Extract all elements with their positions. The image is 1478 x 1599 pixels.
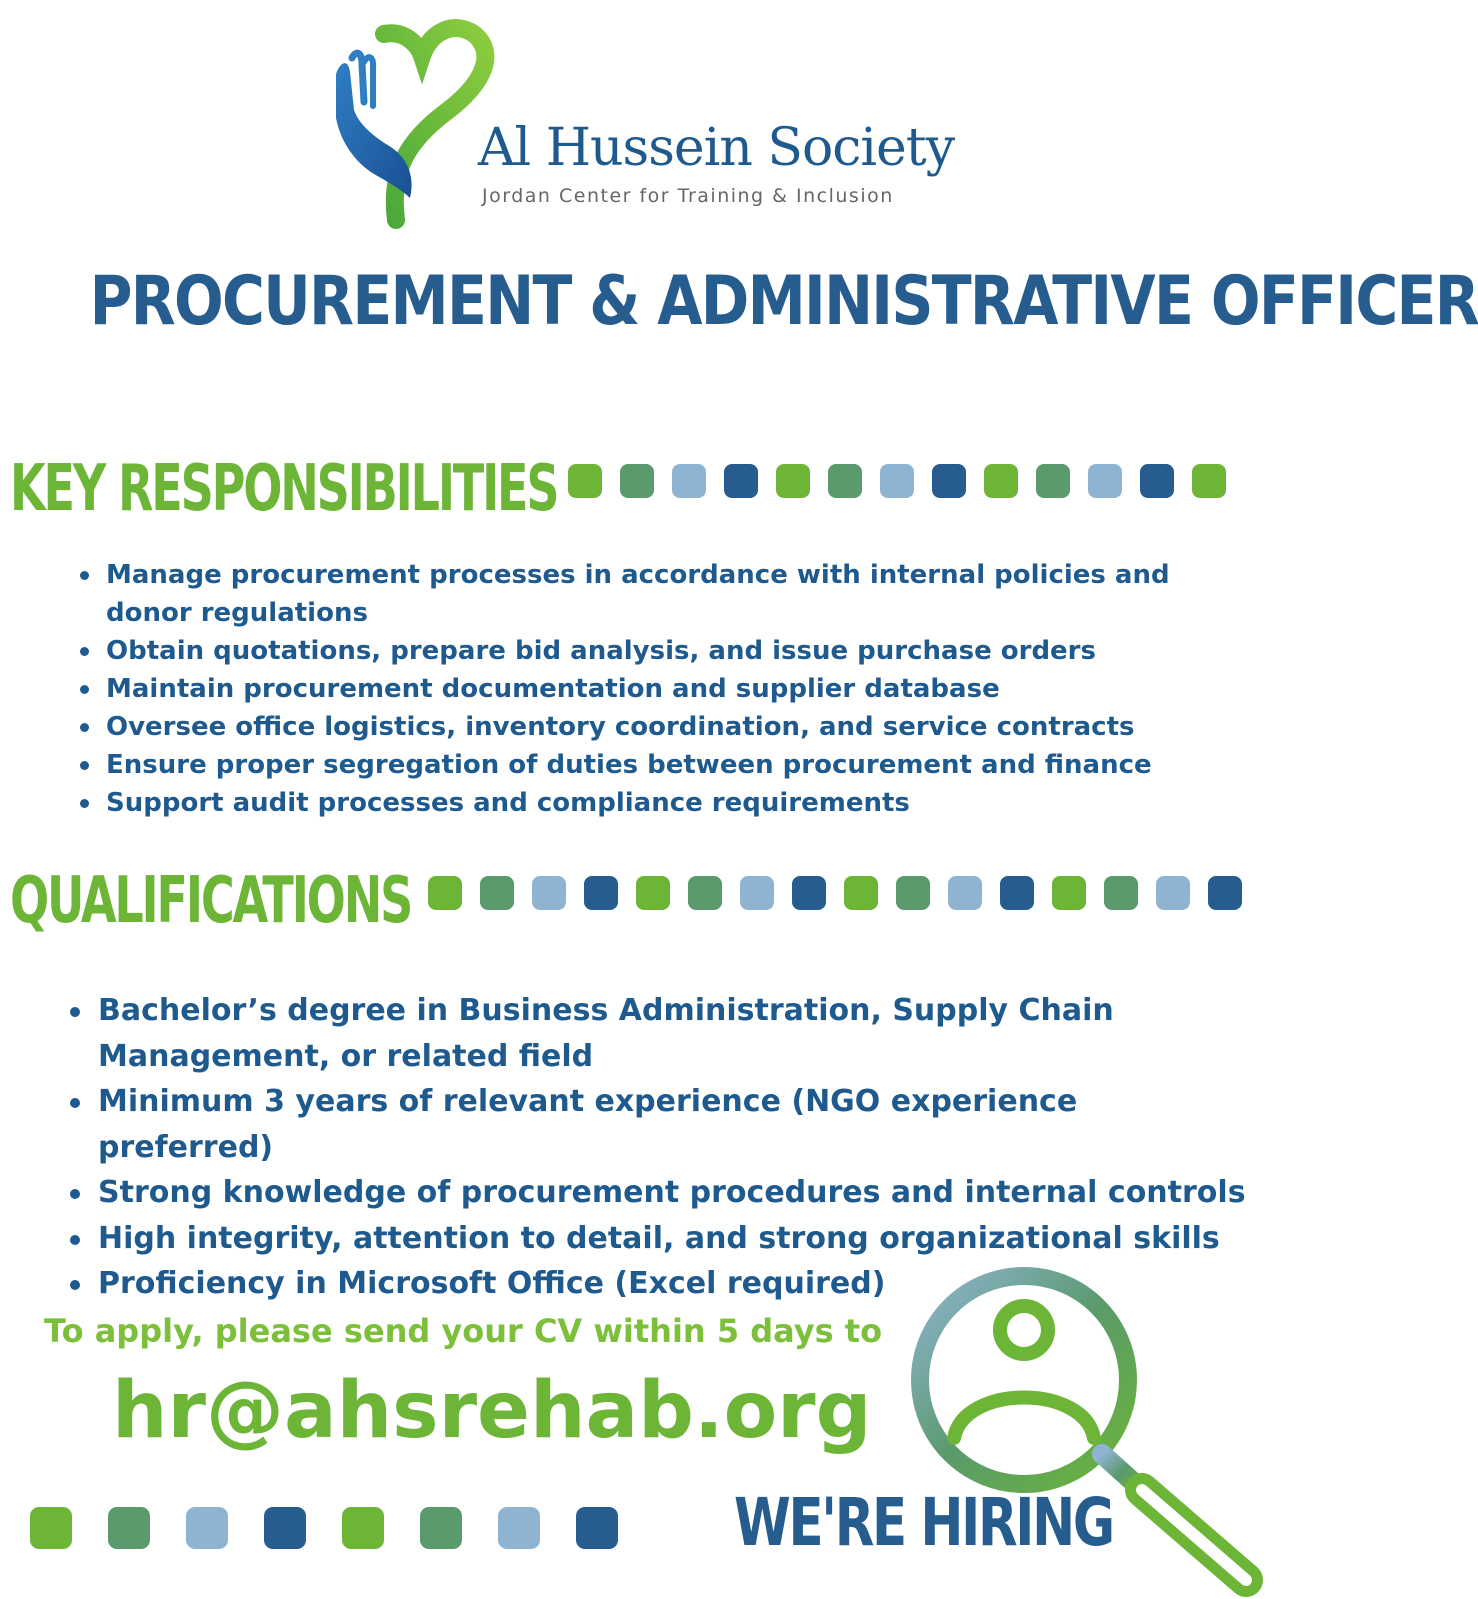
- list-item: Strong knowledge of procurement procedures and internal controls: [98, 1170, 1248, 1216]
- decorative-square: [672, 464, 706, 498]
- decorative-square: [844, 876, 878, 910]
- decorative-square: [620, 464, 654, 498]
- decorative-square: [30, 1507, 72, 1549]
- apply-email[interactable]: hr@ahsrehab.org: [112, 1366, 872, 1456]
- decorative-square: [342, 1507, 384, 1549]
- list-item: Oversee office logistics, inventory coordination, and service contracts: [106, 708, 1246, 746]
- decorative-square: [636, 876, 670, 910]
- hiring-banner: WE'RE HIRING: [734, 1484, 1113, 1561]
- decorative-square: [584, 876, 618, 910]
- org-subtitle: Jordan Center for Training & Inclusion: [482, 185, 894, 207]
- decorative-square: [420, 1507, 462, 1549]
- decorative-square: [1140, 464, 1174, 498]
- decorative-square: [1156, 876, 1190, 910]
- decorative-square: [186, 1507, 228, 1549]
- list-item: Manage procurement processes in accordance with internal policies and donor regulations: [106, 556, 1246, 632]
- decorative-square: [108, 1507, 150, 1549]
- decorative-square: [498, 1507, 540, 1549]
- decorative-square: [428, 876, 462, 910]
- decorative-square: [1104, 876, 1138, 910]
- decorative-square: [480, 876, 514, 910]
- list-item: Support audit processes and compliance requirements: [106, 784, 1246, 822]
- decorative-square: [532, 876, 566, 910]
- qualifications-heading: QUALIFICATIONS: [10, 864, 412, 938]
- decorative-squares: [30, 1507, 618, 1549]
- decorative-square: [880, 464, 914, 498]
- decorative-square: [932, 464, 966, 498]
- list-item: Minimum 3 years of relevant experience (NGO experience preferred): [98, 1079, 1248, 1170]
- job-title: PROCUREMENT & ADMINISTRATIVE OFFICER: [89, 262, 1478, 341]
- decorative-square: [1088, 464, 1122, 498]
- decorative-square: [776, 464, 810, 498]
- responsibilities-list: [106, 556, 1246, 822]
- decorative-square: [1208, 876, 1242, 910]
- decorative-square: [792, 876, 826, 910]
- decorative-square: [264, 1507, 306, 1549]
- list-item: High integrity, attention to detail, and strong organizational skills: [98, 1216, 1248, 1262]
- decorative-square: [1192, 464, 1226, 498]
- apply-instructions: To apply, please send your CV within 5 days to: [44, 1312, 883, 1350]
- list-item: Maintain procurement documentation and supplier database: [106, 670, 1246, 708]
- org-name: Al Hussein Society: [478, 118, 955, 178]
- decorative-square: [1052, 876, 1086, 910]
- decorative-square: [984, 464, 1018, 498]
- decorative-square: [740, 876, 774, 910]
- list-item: Proficiency in Microsoft Office (Excel required): [98, 1261, 1248, 1307]
- decorative-square: [948, 876, 982, 910]
- decorative-square: [568, 464, 602, 498]
- decorative-square: [896, 876, 930, 910]
- decorative-square: [1036, 464, 1070, 498]
- decorative-square: [576, 1507, 618, 1549]
- decorative-square: [688, 876, 722, 910]
- decorative-square: [724, 464, 758, 498]
- list-item: Bachelor’s degree in Business Administration, Supply Chain Management, or related field: [98, 988, 1248, 1079]
- list-item: Ensure proper segregation of duties between procurement and finance: [106, 746, 1246, 784]
- decorative-squares: [428, 876, 1242, 910]
- decorative-square: [828, 464, 862, 498]
- decorative-square: [1000, 876, 1034, 910]
- list-item: Obtain quotations, prepare bid analysis, and issue purchase orders: [106, 632, 1246, 670]
- responsibilities-heading: KEY RESPONSIBILITIES: [10, 452, 558, 526]
- decorative-squares: [568, 464, 1226, 498]
